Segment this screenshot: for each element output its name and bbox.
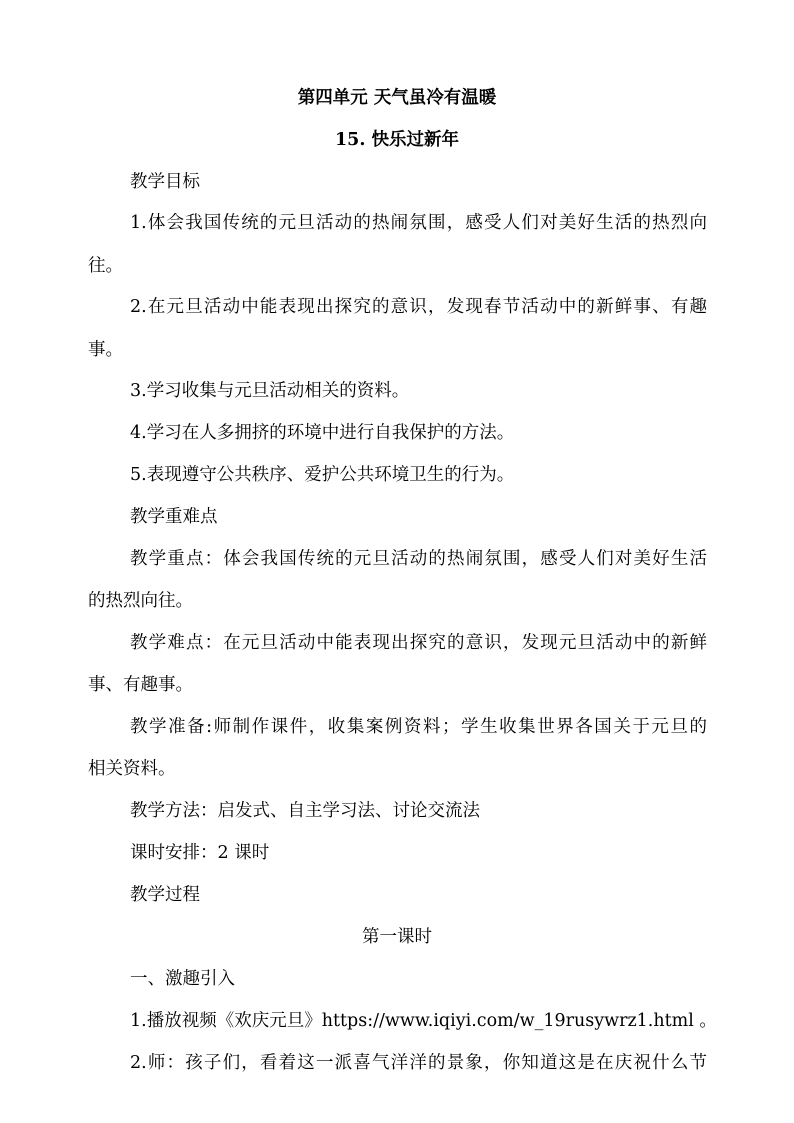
preparation-line-1: 教学准备:师制作课件，收集案例资料；学生收集世界各国关于元旦的 (130, 717, 707, 737)
section-heading-objectives: 教学目标 (130, 172, 200, 192)
section-heading-process: 教学过程 (130, 885, 200, 905)
key-point-line-1: 教学重点：体会我国传统的元旦活动的热闹氛围，感受人们对美好生活 (130, 549, 707, 569)
paragraph-line (0, 295, 794, 319)
teaching-method: 教学方法：启发式、自主学习法、讨论交流法 (130, 801, 480, 821)
difficulty-line-2: 事、有趣事。 (88, 675, 193, 695)
first-lesson-heading: 第一课时 (362, 927, 432, 947)
unit-title: 第四单元 天气虽冷有温暖 (297, 88, 497, 108)
paragraph-line (0, 715, 794, 739)
objective-5: 5.表现遵守公共秩序、爱护公共环境卫生的行为。 (130, 465, 515, 485)
paragraph-line (0, 1051, 794, 1075)
paragraph-line (0, 631, 794, 655)
objective-2-line-1: 2.在元旦活动中能表现出探究的意识，发现春节活动中的新鲜事、有趣 (130, 297, 707, 317)
difficulty-line-1: 教学难点：在元旦活动中能表现出探究的意识，发现元旦活动中的新鲜 (130, 633, 707, 653)
key-point-line-2: 的热烈向往。 (88, 591, 193, 611)
step-1-item-1: 1.播放视频《欢庆元旦》https://www.iqiyi.com/w_19rusywrz1.html 。 (130, 1011, 717, 1031)
preparation-line-2: 相关资料。 (88, 759, 176, 779)
step-1-heading: 一、激趣引入 (130, 969, 235, 989)
objective-4: 4.学习在人多拥挤的环境中进行自我保护的方法。 (130, 423, 515, 443)
paragraph-line (0, 547, 794, 571)
lesson-title: 15. 快乐过新年 (334, 130, 460, 150)
lesson-schedule: 课时安排：2 课时 (130, 843, 270, 863)
objective-1-line-2: 往。 (88, 256, 123, 276)
objective-2-line-2: 事。 (88, 340, 123, 360)
objective-3: 3.学习收集与元旦活动相关的资料。 (130, 381, 410, 401)
section-heading-key-points: 教学重难点 (130, 507, 218, 527)
objective-1-line-1: 1.体会我国传统的元旦活动的热闹氛围，感受人们对美好生活的热烈向 (130, 213, 707, 233)
paragraph-line (0, 211, 794, 235)
step-1-item-2: 2.师：孩子们，看着这一派喜气洋洋的景象，你知道这是在庆祝什么节 (130, 1053, 707, 1073)
